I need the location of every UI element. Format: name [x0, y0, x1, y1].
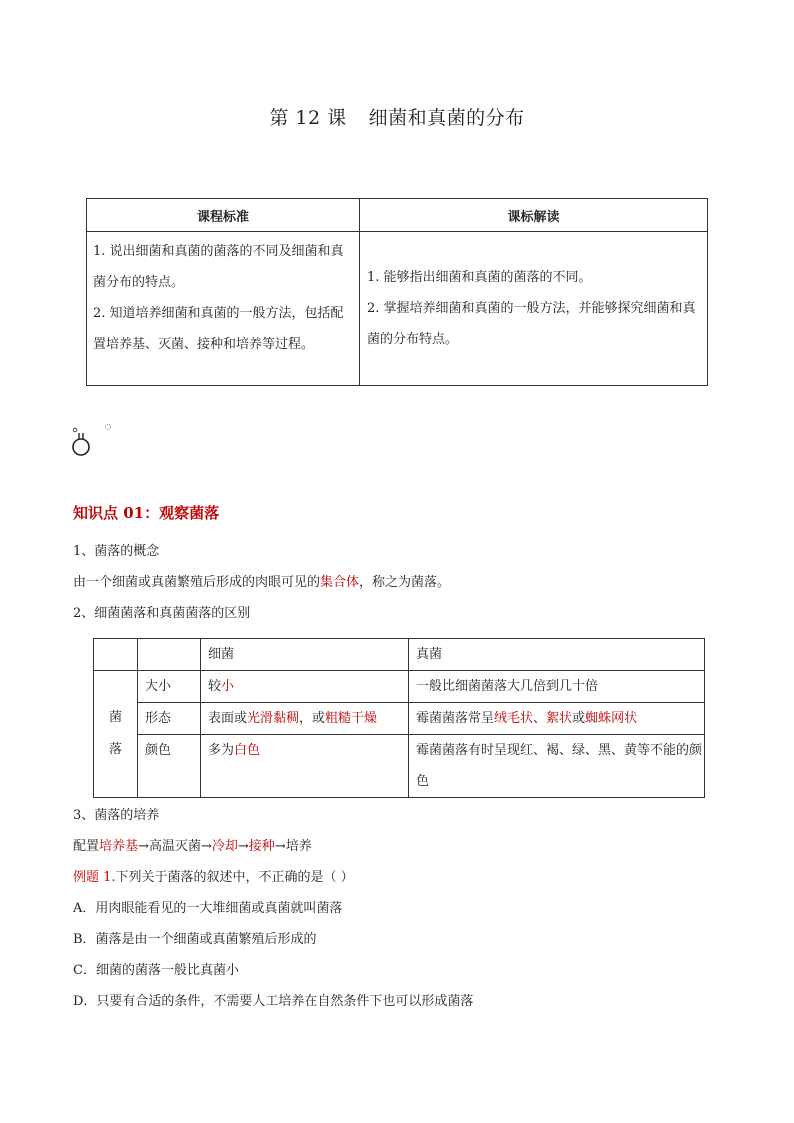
item-colony-culture: 3、菌落的培养: [73, 808, 160, 823]
header-bacteria: 细菌: [201, 639, 409, 671]
colony-group-label: 菌 落: [94, 671, 138, 798]
arrow-icon: →: [237, 839, 249, 854]
header-interpretation: 课标解读: [360, 199, 708, 232]
bacteria-size: 较小: [201, 671, 409, 703]
culture-steps: 配置培养基→高温灭菌→冷却→接种→培养: [73, 839, 312, 854]
row-label-size: 大小: [138, 671, 201, 703]
flask-icon: [70, 420, 116, 460]
bacteria-shape: 表面或光滑黏稠，或粗糙干燥: [201, 703, 409, 735]
header-standard: 课程标准: [87, 199, 360, 232]
interpretation-item: 2. 掌握培养细菌和真菌的一般方法，并能够探究细菌和真菌的分布特点。: [367, 301, 696, 347]
key-term: 集合体: [320, 575, 360, 590]
example-question: 例题 1.下列关于菌落的叙述中，不正确的是（ ）: [73, 870, 354, 885]
fungi-shape: 霉菌菌落常呈绒毛状、絮状或蜘蛛网状: [409, 703, 705, 735]
row-label-shape: 形态: [138, 703, 201, 735]
standard-item: 2. 知道培养细菌和真菌的一般方法，包括配置培养基、灭菌、接种和培养等过程。: [93, 306, 344, 352]
section-heading: 知识点 01：观察菌落: [73, 504, 220, 522]
colony-comparison-table: [93, 638, 705, 798]
fungi-size: 一般比细菌菌落大几倍到几十倍: [409, 671, 705, 703]
curriculum-standards-table: [86, 198, 708, 386]
arrow-icon: →: [274, 839, 286, 854]
arrow-icon: →: [200, 839, 212, 854]
interpretation-cell: [360, 232, 708, 386]
bacteria-color: 多为白色: [201, 735, 409, 798]
item-colony-difference: 2、细菌菌落和真菌菌落的区别: [73, 606, 251, 621]
row-label-color: 颜色: [138, 735, 201, 798]
lesson-name: 细菌和真菌的分布: [368, 107, 525, 129]
item-colony-concept: 1、菌落的概念: [73, 544, 160, 559]
standard-cell: [87, 232, 360, 386]
lesson-number: 第 12 课: [269, 107, 347, 129]
interpretation-item: 1. 能够指出细菌和真菌的菌落的不同。: [367, 270, 592, 285]
standard-item: 1. 说出细菌和真菌的菌落的不同及细菌和真菌分布的特点。: [93, 244, 344, 290]
colony-definition: 由一个细菌或真菌繁殖后形成的肉眼可见的集合体，称之为菌落。: [73, 575, 451, 590]
fungi-color: 霉菌菌落有时呈现红、褐、绿、黑、黄等不能的颜色: [409, 735, 705, 798]
option-d: D．只要有合适的条件，不需要人工培养在自然条件下也可以形成菌落: [73, 994, 474, 1009]
option-a: A．用肉眼能看见的一大堆细菌或真菌就叫菌落: [73, 901, 343, 916]
option-c: C．细菌的菌落一般比真菌小: [73, 963, 239, 978]
header-fungi: 真菌: [409, 639, 705, 671]
arrow-icon: →: [138, 839, 149, 854]
example-label: 例题 1.: [73, 870, 116, 885]
option-b: B．菌落是由一个细菌或真菌繁殖后形成的: [73, 932, 317, 947]
page-title: [0, 103, 794, 130]
